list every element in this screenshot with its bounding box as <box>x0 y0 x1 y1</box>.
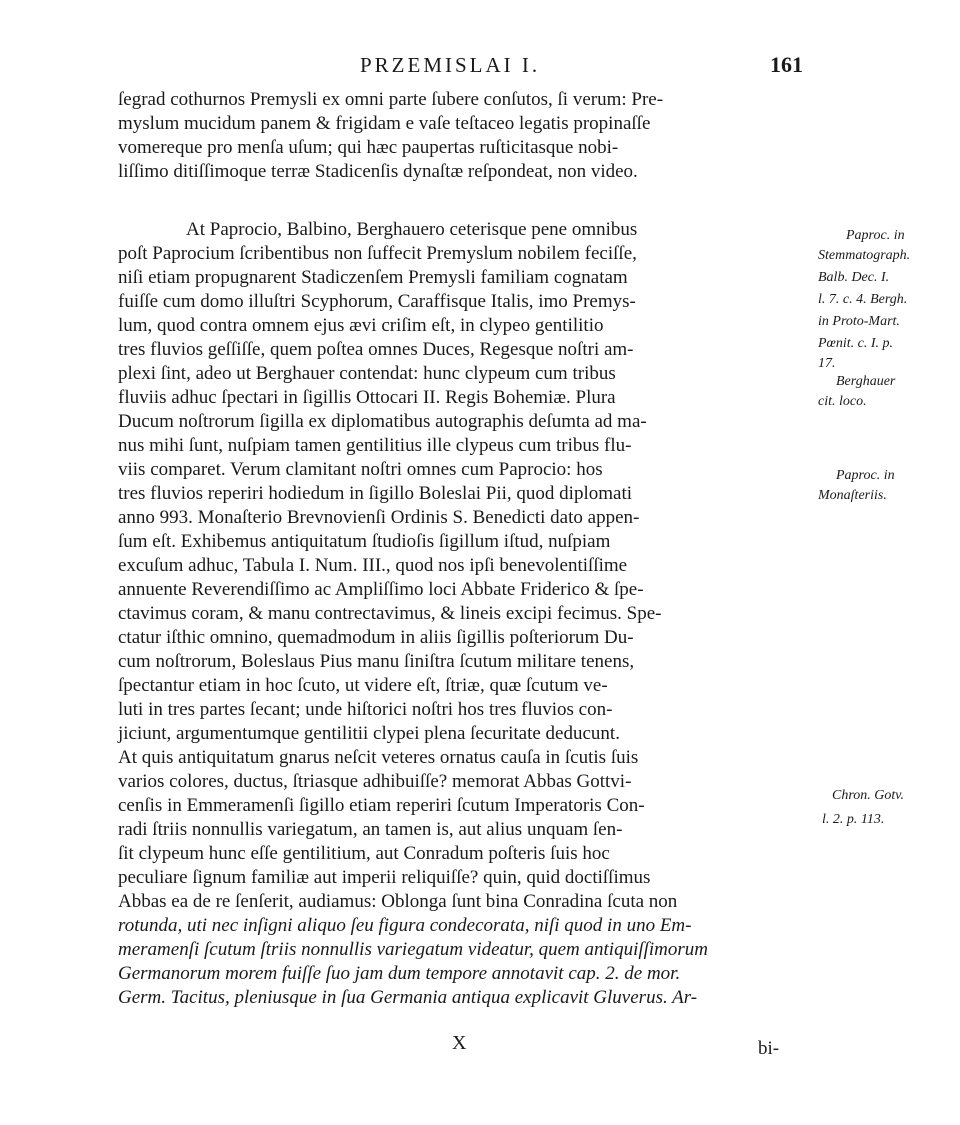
margin-note: l. 2. p. 113. <box>822 812 885 827</box>
text-line: Germanorum morem fuiſſe ſuo jam dum tempore annotavit cap. 2. de mor. <box>118 963 681 984</box>
text-line: ſpectantur etiam in hoc ſcuto, ut videre eſt, ſtriæ, quæ ſcutum ve- <box>118 675 608 696</box>
text-line: meramenſi ſcutum ſtriis nonnullis variegatum videatur, quem antiquiſſimorum <box>118 939 709 960</box>
text-line: ctatur iſthic omnino, quemadmodum in aliis ſigillis poſteriorum Du- <box>118 627 634 648</box>
page-number: 161 <box>770 52 803 77</box>
margin-note: l. 7. c. 4. Bergh. <box>818 292 908 307</box>
text-line: Germ. Tacitus, pleniusque in ſua Germania antiqua explicavit Gluverus. Ar- <box>118 987 698 1008</box>
text-line: ſum eſt. Exhibemus antiquitatum ſtudioſis ſigillum iſtud, nuſpiam <box>118 531 611 552</box>
signature-mark: X <box>452 1032 467 1054</box>
text-line: fuiſſe cum domo illuſtri Scyphorum, Caraffisque Italis, imo Premys- <box>118 291 636 312</box>
margin-note: Chron. Gotv. <box>832 788 904 803</box>
text-line: rotunda, uti nec inſigni aliquo ſeu figura condecorata, niſi quod in uno Em- <box>118 915 692 936</box>
text-line: lum, quod contra omnem ejus ævi criſim eſt, in clypeo gentilitio <box>118 315 604 336</box>
margin-note: cit. loco. <box>818 394 867 409</box>
text-line: At quis antiquitatum gnarus neſcit veteres ornatus cauſa in ſcutis ſuis <box>118 747 639 768</box>
text-line: tres fluvios reperiri hodiedum in ſigillo Boleslai Pii, quod diplomati <box>118 483 633 504</box>
text-line: excuſum adhuc, Tabula I. Num. III., quod nos ipſi benevolentiſſime <box>118 555 628 576</box>
margin-note: Pœnit. c. I. p. <box>818 336 894 351</box>
text-line: ſegrad cothurnos Premysli ex omni parte ſubere conſutos, ſi verum: Pre- <box>118 89 664 110</box>
margin-note: Paproc. in <box>846 228 905 243</box>
margin-note: in Proto-Mart. <box>818 314 900 329</box>
catchword: bi- <box>758 1038 780 1059</box>
text-line: Ducum noſtrorum ſigilla ex diplomatibus autographis deſumta ad ma- <box>118 411 647 432</box>
margin-note: 17. <box>818 356 836 371</box>
text-line: ctavimus coram, & manu contrectavimus, & lineis excipi fecimus. Spe- <box>118 603 662 624</box>
text-line: luti in tres partes ſecant; unde hiſtorici noſtri hos tres fluvios con- <box>118 699 613 720</box>
text-line: Abbas ea de re ſenſerit, audiamus: Oblonga ſunt bina Conradina ſcuta non <box>118 891 678 912</box>
running-title: PRZEMISLAI I. <box>360 53 541 77</box>
text-line: jiciunt, argumentumque gentilitii clypei plena ſecuritate deducunt. <box>118 723 620 744</box>
text-line: cenſis in Emmeramenſi ſigillo etiam reperiri ſcutum Imperatoris Con- <box>118 795 645 816</box>
margin-note: Stemmatograph. <box>818 248 911 263</box>
text-line: ſit clypeum hunc eſſe gentilitium, aut Conradum poſteris ſuis hoc <box>118 843 610 864</box>
text-line: poſt Paprocium ſcribentibus non ſuffecit Premyslum nobilem feciſſe, <box>118 243 637 264</box>
text-line: liſſimo ditiſſimoque terræ Stadicenſis dynaſtæ reſpondeat, non video. <box>118 161 638 182</box>
text-line: annuente Reverendiſſimo ac Ampliſſimo loci Abbate Friderico & ſpe- <box>118 579 644 600</box>
text-line: plexi ſint, adeo ut Berghauer contendat: hunc clypeum cum tribus <box>118 363 616 384</box>
text-line: varios colores, ductus, ſtriasque adhibuiſſe? memorat Abbas Gottvi- <box>118 771 632 792</box>
text-line: vomereque pro menſa uſum; qui hæc paupertas ruſticitasque nobi- <box>118 137 619 158</box>
text-line: anno 993. Monaſterio Brevnovienſi Ordinis S. Benedicti dato appen- <box>118 507 640 528</box>
text-line: viis comparet. Verum clamitant noſtri omnes cum Paprocio: hos <box>118 459 603 480</box>
margin-note: Paproc. in <box>836 468 895 483</box>
text-line: tres fluvios geſſiſſe, quem poſtea omnes Duces, Regesque noſtri am- <box>118 339 634 360</box>
margin-note: Balb. Dec. I. <box>818 270 890 285</box>
margin-note: Monaſteriis. <box>818 488 887 503</box>
text-line: At Paprocio, Balbino, Berghauero ceterisque pene omnibus <box>186 219 638 240</box>
text-line: niſi etiam propugnarent Stadiczenſem Premysli familiam cognatam <box>118 267 628 288</box>
text-line: myslum mucidum panem & frigidam e vaſe teſtaceo legatis propinaſſe <box>118 113 651 134</box>
text-line: fluviis adhuc ſpectari in ſigillis Ottocari II. Regis Bohemiæ. Plura <box>118 387 616 408</box>
text-line: peculiare ſignum familiæ aut imperii reliquiſſe? quin, quid doctiſſimus <box>118 867 651 888</box>
text-line: nus mihi ſunt, nuſpiam tamen gentilitius ille clypeus cum tribus flu- <box>118 435 632 456</box>
margin-note: Berghauer <box>836 374 896 389</box>
text-line: cum noſtrorum, Boleslaus Pius manu ſiniſtra ſcutum militare tenens, <box>118 651 635 672</box>
text-line: radi ſtriis nonnullis variegatum, an tamen is, aut alius unquam ſen- <box>118 819 623 840</box>
